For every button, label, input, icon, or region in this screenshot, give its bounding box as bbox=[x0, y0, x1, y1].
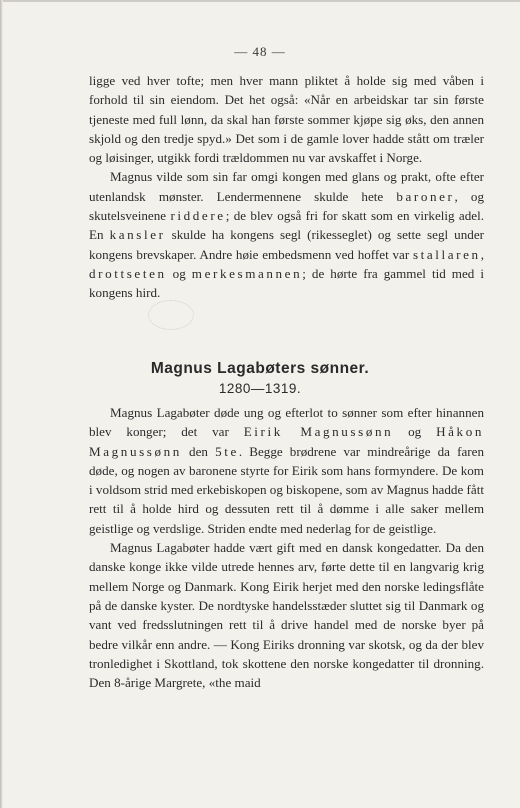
section-years: 1280—1319. bbox=[218, 381, 302, 396]
spaced-term-drottseten: drottseten bbox=[89, 265, 167, 281]
page-left-edge bbox=[0, 0, 3, 808]
text-block-bottom bbox=[89, 403, 484, 692]
page-number: — 48 — bbox=[234, 44, 286, 59]
text-run: Magnus Lagabøter døde ung og efterlot to sønner som efter hinannen blev konger; det var bbox=[89, 405, 484, 440]
text-run: , bbox=[480, 246, 484, 262]
paragraph-weapons-law: ligge ved hver tofte; men hver mann pliktet å holde sig med våben i forhold til sin eiendom. Det het også: «Når en arbeidskar tar sin første tjeneste med full lønn, da skal han første sommer kjøpe sig øks, den annen skjold og den tredje spyd.» Det som i de gamle lover hadde stått om træler og løisinger, utgikk fordi trældommen nu var avskaffet i Norge. bbox=[89, 73, 484, 166]
page-top-edge bbox=[0, 0, 520, 2]
spaced-ordinal: 5te bbox=[215, 443, 239, 459]
section-heading: Magnus Lagabøters sønner. bbox=[150, 360, 370, 377]
spaced-term-merkesmannen: merkesmannen bbox=[191, 265, 303, 281]
text-run: ; de blev også fri for skatt som en virkelig adel. En bbox=[89, 208, 485, 243]
text-run: den bbox=[181, 443, 216, 459]
spaced-term-baroner: baroner bbox=[396, 188, 455, 204]
spaced-term-kansler: kansler bbox=[109, 227, 166, 243]
text-run: , og skutelsveinene bbox=[89, 188, 484, 224]
spaced-name-eirik: Eirik Magnussønn bbox=[243, 424, 394, 440]
text-run: . Begge brødrene var mindreårige da faren døde, og nogen av baronene styrte for Eirik som hans formyndere. De kom i voldsom strid med erkebiskopen og biskopene, som av Magnus hadde fått rett til å holde hird og dessuten rett til å dømme i alle saker mellem geistlige og verdslige. Striden endte med nederlag for de geistlige. bbox=[89, 443, 484, 536]
paragraph-court-titles bbox=[89, 167, 484, 302]
paper-smudge bbox=[148, 300, 194, 330]
text-block-top bbox=[89, 71, 484, 303]
text-run: ; de hørte fra gammel tid med i kongens hird. bbox=[89, 265, 485, 301]
spaced-term-stallaren: stallaren bbox=[412, 246, 481, 262]
text-run: skulde ha kongens segl (rikesseglet) og sette segl under kongens brevskaper. Andre høie embedsmenn ved hoffet var bbox=[89, 227, 484, 262]
text-run: og bbox=[393, 424, 437, 440]
text-run: Magnus vilde som sin far omgi kongen med glans og prakt, ofte efter utenlandsk mønster. Lendermennene skulde hete bbox=[89, 169, 484, 204]
text-run: og bbox=[166, 265, 192, 281]
paragraph-danish-war: Magnus Lagabøter hadde vært gift med en dansk kongedatter. Da den danske konge ikke vilde utrede hennes arv, førte dette til en langvarig krig mellem Norge og Danmark. Kong Eirik herjet med den norske ledingsflåte på de danske kyster. De nordtyske handelsstæder sluttet sig til Danmark og vant ved fredsslutningen rett til å drive handel med de norske byer på bedre vilkår enn andre. — Kong Eiriks dronning var skotsk, og da der blev tronledighet i Skottland, tok skottene den norske kongedatter til dronning. Den 8-årige Margrete, «the maid bbox=[89, 540, 484, 691]
spaced-name-hakon: Håkon Magnussønn bbox=[89, 424, 485, 459]
paragraph-sons bbox=[89, 403, 484, 538]
spaced-term-riddere: riddere bbox=[170, 208, 226, 224]
